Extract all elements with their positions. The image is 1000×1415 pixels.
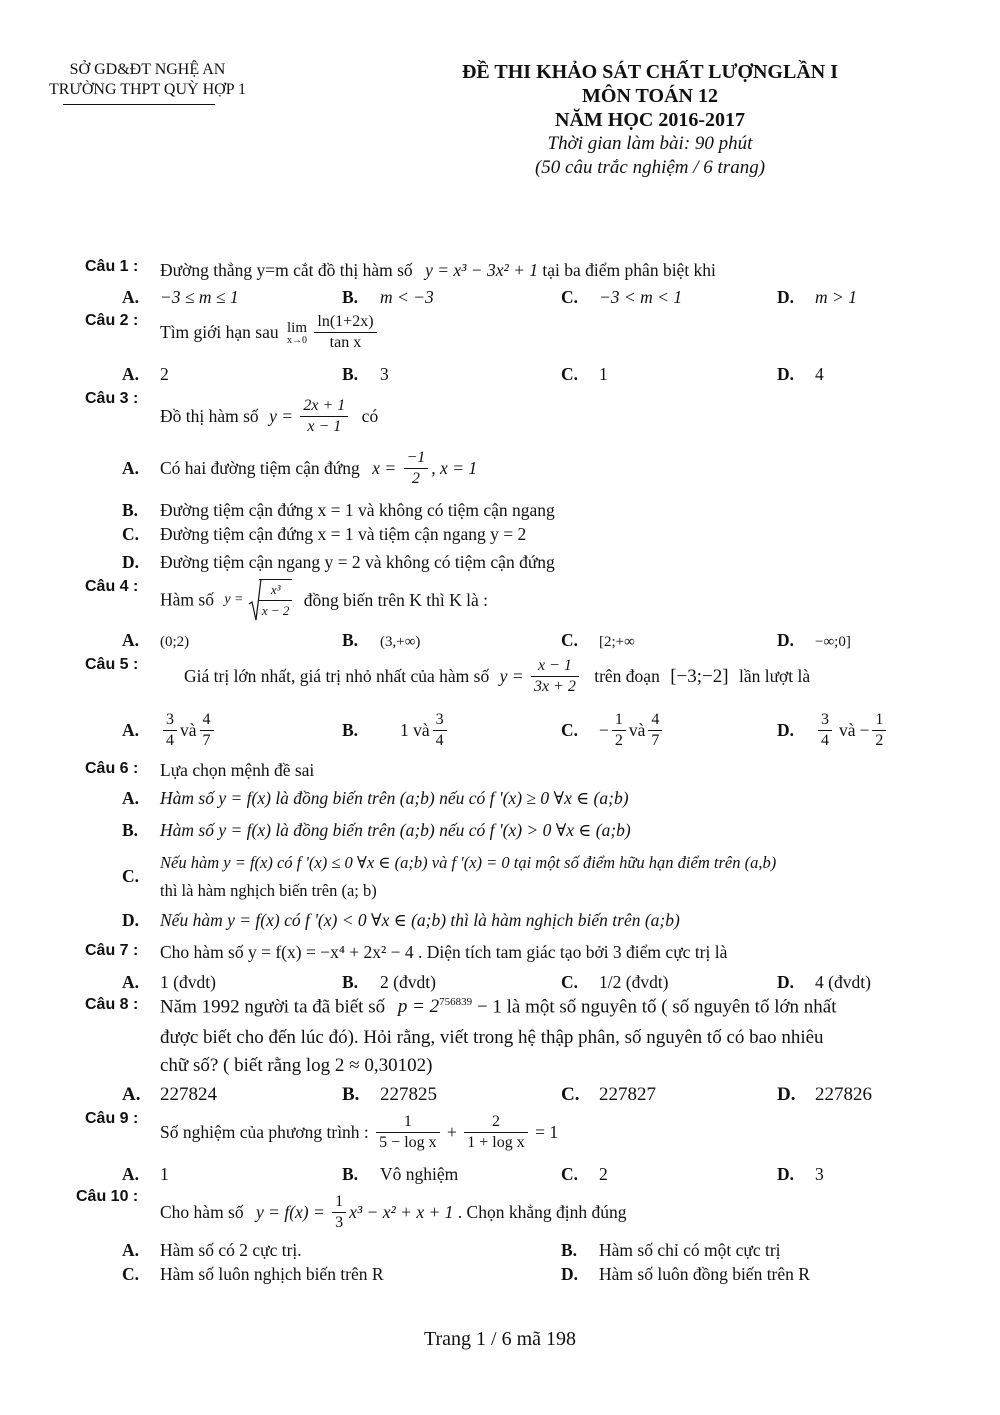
option-d[interactable]: D. $\frac{3}{4}$ và − $\frac{1}{2}$	[777, 710, 889, 751]
option-c[interactable]: C. Hàm số luôn nghịch biến trên R	[122, 1264, 384, 1284]
option-a[interactable]: A. 2	[122, 364, 169, 384]
question-label: Câu 10 :	[76, 1188, 139, 1205]
question-6	[0, 760, 1000, 935]
option-b[interactable]: B. 3	[342, 364, 389, 384]
option-a[interactable]: A. Hàm số y = f(x) là đồng biến trên (a;b) nếu có f '(x) ≥ 0 ∀x ∈ (a;b)	[122, 788, 629, 808]
exam-time: Thời gian làm bài: 90 phút	[547, 133, 753, 154]
option-b[interactable]: B. 2 (đvdt)	[342, 972, 436, 992]
question-label: Câu 2 :	[85, 312, 139, 329]
option-a[interactable]: A. 227824	[122, 1084, 217, 1105]
question-text: Cho hàm số y = f(x) = $\frac{1}{3}$ x³ − x² + x + 1 . Chọn khẳng định đúng	[160, 1193, 627, 1231]
question-9	[0, 1110, 1000, 1190]
question-2	[0, 312, 1000, 392]
page-footer: Trang 1 / 6 mã 198	[423, 1328, 577, 1350]
question-5	[0, 656, 1000, 762]
question-label: Câu 8 :	[85, 996, 139, 1013]
question-10	[0, 1188, 1000, 1288]
exam-subject: MÔN TOÁN 12	[582, 85, 718, 107]
option-a[interactable]: A. $\frac{3}{4}$ và $\frac{4}{7}$	[122, 710, 217, 751]
question-label: Câu 7 :	[85, 942, 139, 959]
option-c[interactable]: C. Đường tiệm cận đứng x = 1 và tiệm cận ngang y = 2	[122, 524, 527, 544]
option-b[interactable]: B. 1 và $\frac{3}{4}$	[342, 710, 450, 751]
option-d[interactable]: D. −∞;0]	[777, 630, 851, 650]
option-d[interactable]: D. Đường tiệm cận ngang y = 2 và không có tiệm cận đứng	[122, 552, 555, 572]
option-c[interactable]: C. 1/2 (đvdt)	[561, 972, 669, 992]
option-d[interactable]: D. Hàm số luôn đồng biến trên R	[561, 1264, 810, 1284]
option-b[interactable]: B. Hàm số y = f(x) là đồng biến trên (a;b) nếu có f '(x) > 0 ∀x ∈ (a;b)	[122, 820, 631, 840]
question-text: Giá trị lớn nhất, giá trị nhỏ nhất của hàm số y = $\frac{x - 1}{3x + 2}$ trên đoạn [−3;−2] lần lượt là	[184, 657, 811, 695]
option-d[interactable]: D. 4	[777, 364, 824, 384]
question-text: Lựa chọn mệnh đề sai	[160, 760, 315, 780]
option-a[interactable]: A. (0;2)	[122, 630, 190, 650]
option-a[interactable]: A. Hàm số có 2 cực trị.	[122, 1240, 302, 1260]
option-b[interactable]: B. (3,+∞)	[342, 630, 421, 650]
question-label: Câu 3 :	[85, 390, 139, 407]
question-text-line1: Năm 1992 người ta đã biết số $p = 2^{756839} - 1$ là một số nguyên tố ( số nguyên tố lớn nhất	[160, 996, 837, 1018]
option-c-letter[interactable]: C.	[122, 866, 140, 886]
option-b[interactable]: B. Đường tiệm cận đứng x = 1 và không có tiệm cận ngang	[122, 500, 555, 520]
option-d[interactable]: D. Nếu hàm y = f(x) có f '(x) < 0 ∀x ∈ (a;b) thì là hàm nghịch biến trên (a;b)	[122, 910, 680, 930]
limit-fraction: $\frac{\ln(1+2x)}{\text{tan x}}$	[314, 312, 376, 353]
exam-info: (50 câu trắc nghiệm / 6 trang)	[534, 157, 766, 178]
question-text: Hàm số y = $\frac{\text{x³}}{x - 2}$ đồng biến trên K thì K là :	[160, 578, 488, 622]
option-c-line2: thì là hàm nghịch biến trên (a; b)	[160, 881, 377, 900]
option-d[interactable]: D. 227826	[777, 1084, 872, 1105]
option-c[interactable]: C. 1	[561, 364, 608, 384]
department: SỞ GD&ĐT NGHỆ AN	[69, 61, 226, 78]
question-8	[0, 996, 1000, 1106]
header-left	[20, 60, 275, 100]
question-label: Câu 1 :	[85, 258, 139, 275]
option-c[interactable]: C. − $\frac{1}{2}$ và $\frac{4}{7}$	[561, 710, 665, 751]
option-c[interactable]: C. [2;+∞	[561, 630, 635, 650]
option-d[interactable]: D. 4 (đvdt)	[777, 972, 871, 992]
option-b[interactable]: B. m < −3	[342, 287, 434, 307]
option-c[interactable]: C. −3 < m < 1	[561, 287, 683, 307]
exam-year: NĂM HỌC 2016-2017	[555, 109, 745, 131]
option-d[interactable]: D. m > 1	[777, 287, 857, 307]
header-underline	[63, 104, 215, 105]
question-text: Số nghiệm của phương trình : $\frac{1}{\text{5 − log x}}$ + $\frac{2}{\text{1 + log x}}$ = 1	[160, 1113, 559, 1151]
option-b[interactable]: B. 227825	[342, 1084, 437, 1105]
option-a[interactable]: A. −3 ≤ m ≤ 1	[122, 287, 239, 307]
question-label: Câu 4 :	[85, 578, 139, 595]
question-text: Tìm giới hạn sau lim x→0 $\frac{\ln(1+2x)}{\text{tan x}}$	[160, 312, 380, 353]
question-text: Cho hàm số y = f(x) = −x⁴ + 2x² − 4 . Diện tích tam giác tạo bởi 3 điểm cực trị là	[160, 942, 728, 962]
question-label: Câu 5 :	[85, 656, 139, 673]
option-c[interactable]: C. 227827	[561, 1084, 656, 1105]
option-c[interactable]: C. 2	[561, 1164, 608, 1184]
question-text: Đồ thị hàm số y = $\frac{2x + 1}{x - 1}$ có	[160, 397, 379, 435]
question-text-line3: chữ số? ( biết rằng log 2 ≈ 0,30102)	[160, 1055, 433, 1076]
question-1	[0, 258, 1000, 308]
school-name: TRƯỜNG THPT QUỲ HỢP 1	[48, 81, 247, 98]
option-a[interactable]: A. 1	[122, 1164, 169, 1184]
question-3	[0, 390, 1000, 575]
question-7	[0, 942, 1000, 996]
option-c[interactable]: Nếu hàm y = f(x) có f '(x) ≤ 0 ∀x ∈ (a;b) và f '(x) = 0 tại một số điểm hữu hạn điểm trên (a,b)	[160, 853, 777, 872]
option-a[interactable]: A. Có hai đường tiệm cận đứng x = $\frac{-1}{2}$ , x = 1	[122, 449, 478, 487]
exam-title: ĐỀ THI KHẢO SÁT CHẤT LƯỢNGLẦN I	[461, 61, 838, 83]
option-b[interactable]: B. Vô nghiệm	[342, 1164, 459, 1184]
question-label: Câu 6 :	[85, 760, 139, 777]
question-4	[0, 578, 1000, 658]
question-text: Đường thẳng y=m cắt đồ thị hàm số y = x³ − 3x² + 1 tại ba điểm phân biệt khi	[160, 260, 716, 280]
question-text-line2: được biết cho đến lúc đó). Hỏi rằng, viết trong hệ thập phân, số nguyên tố có bao nhiêu	[160, 1027, 824, 1048]
limit-operator: lim x→0	[287, 319, 308, 346]
header-right	[380, 60, 920, 180]
question-label: Câu 9 :	[85, 1110, 139, 1127]
option-b[interactable]: B. Hàm số chỉ có một cực trị	[561, 1240, 781, 1260]
option-d[interactable]: D. 3	[777, 1164, 824, 1184]
option-a[interactable]: A. 1 (đvdt)	[122, 972, 216, 992]
